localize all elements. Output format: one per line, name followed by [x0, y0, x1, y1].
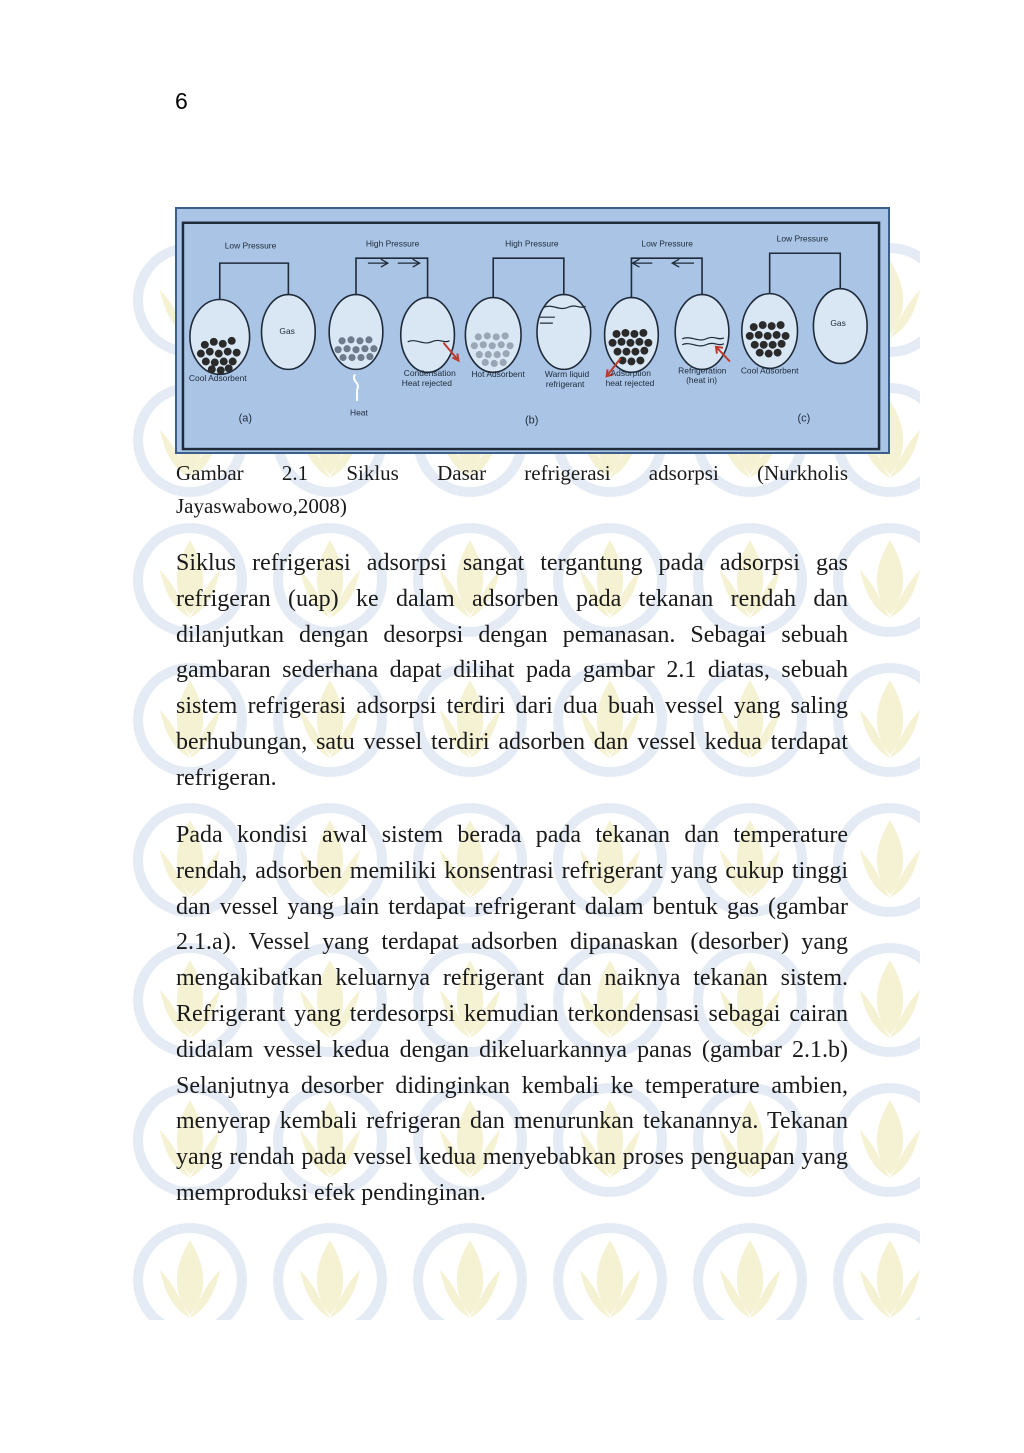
label-condensation-2: Heat rejected	[401, 378, 452, 389]
label-panel-c: (c)	[797, 412, 811, 425]
label-cool-adsorbent-c: Cool Adsorbent	[740, 365, 799, 376]
page-number: 6	[175, 88, 188, 114]
vessel-b-condenser	[401, 298, 455, 373]
panel-c	[741, 234, 867, 425]
panel-a	[189, 240, 315, 424]
paragraph-2: Pada kondisi awal sistem berada pada tekanan dan temperature rendah, adsorben memiliki konsentrasi refrigerant yang cukup tinggi dan vessel yang lain terdapat refrigerant dalam bentuk gas (gambar 2.1.a). Vessel yang terdapat adsorben dipanaskan (desorber) yang mengakibatkan keluarnya refrigerant dan naiknya tekanan sistem. Refrigerant yang terdesorpsi kemudian terkondensasi sebagai cairan didalam vessel kedua dengan dikeluarkannya panas (gambar 2.1.b) Selanjutnya desorber didinginkan kembali ke temperature ambien, menyerap kembali refrigeran dan menurunkan tekanannya. Tekanan yang rendah pada vessel kedua menyebabkan proses penguapan yang memproduksi efek pendinginan.	[176, 822, 848, 1206]
label-low-pressure-b: Low Pressure	[641, 238, 693, 249]
label-condensation-1: Condensation	[403, 368, 456, 379]
vessel-b-evaporator	[675, 295, 729, 370]
label-heat: Heat	[350, 407, 368, 418]
vessel-b-desorber	[329, 295, 383, 370]
caption-line-2: Jayaswabowo,2008)	[176, 494, 347, 518]
caption-line-1: Gambar 2.1 Siklus Dasar refrigerasi adsorpsi (Nurkholis	[176, 461, 848, 485]
label-high-pressure-b2: High Pressure	[505, 238, 559, 249]
label-adsorption-2: heat rejected	[605, 378, 655, 389]
label-panel-b: (b)	[525, 414, 539, 427]
label-cool-adsorbent-a: Cool Adsorbent	[188, 373, 247, 384]
label-refrigeration-2: (heat in)	[686, 375, 718, 386]
panel-b	[329, 238, 730, 426]
heat-flame-icon	[354, 374, 358, 401]
paragraph-1: Siklus refrigerasi adsorpsi sangat tergantung pada adsorpsi gas refrigeran (uap) ke dalam adsorben pada tekanan rendah dan dilanjutkan dengan desorpsi dengan pemanasan. Sebagai sebuah gambaran sederhana dapat dilihat pada gambar 2.1 diatas, sebuah sistem refrigerasi adsorpsi terdiri dari dua buah vessel yang saling berhubungan, satu vessel terdiri adsorben dan vessel kedua terdapat refrigeran.	[176, 550, 848, 791]
vessel-b-warm-liquid	[537, 295, 591, 370]
label-hot-adsorbent: Hot Adsorbent	[471, 369, 525, 380]
label-warm-liquid-1: Warm liquid	[544, 369, 590, 380]
vessel-a-adsorbent	[190, 300, 250, 375]
label-low-pressure-a: Low Pressure	[224, 240, 277, 251]
label-high-pressure-b1: High Pressure	[365, 238, 420, 249]
label-panel-a: (a)	[238, 412, 253, 425]
label-refrigeration-1: Refrigeration	[678, 365, 727, 376]
label-adsorption-1: Adsorption	[610, 368, 651, 379]
adsorption-cycle-figure	[175, 207, 890, 454]
label-gas-c: Gas	[830, 318, 846, 329]
label-warm-liquid-2: refrigerant	[545, 379, 585, 390]
figure-caption	[176, 457, 848, 523]
label-low-pressure-c: Low Pressure	[776, 233, 829, 244]
label-gas-a: Gas	[279, 325, 295, 336]
